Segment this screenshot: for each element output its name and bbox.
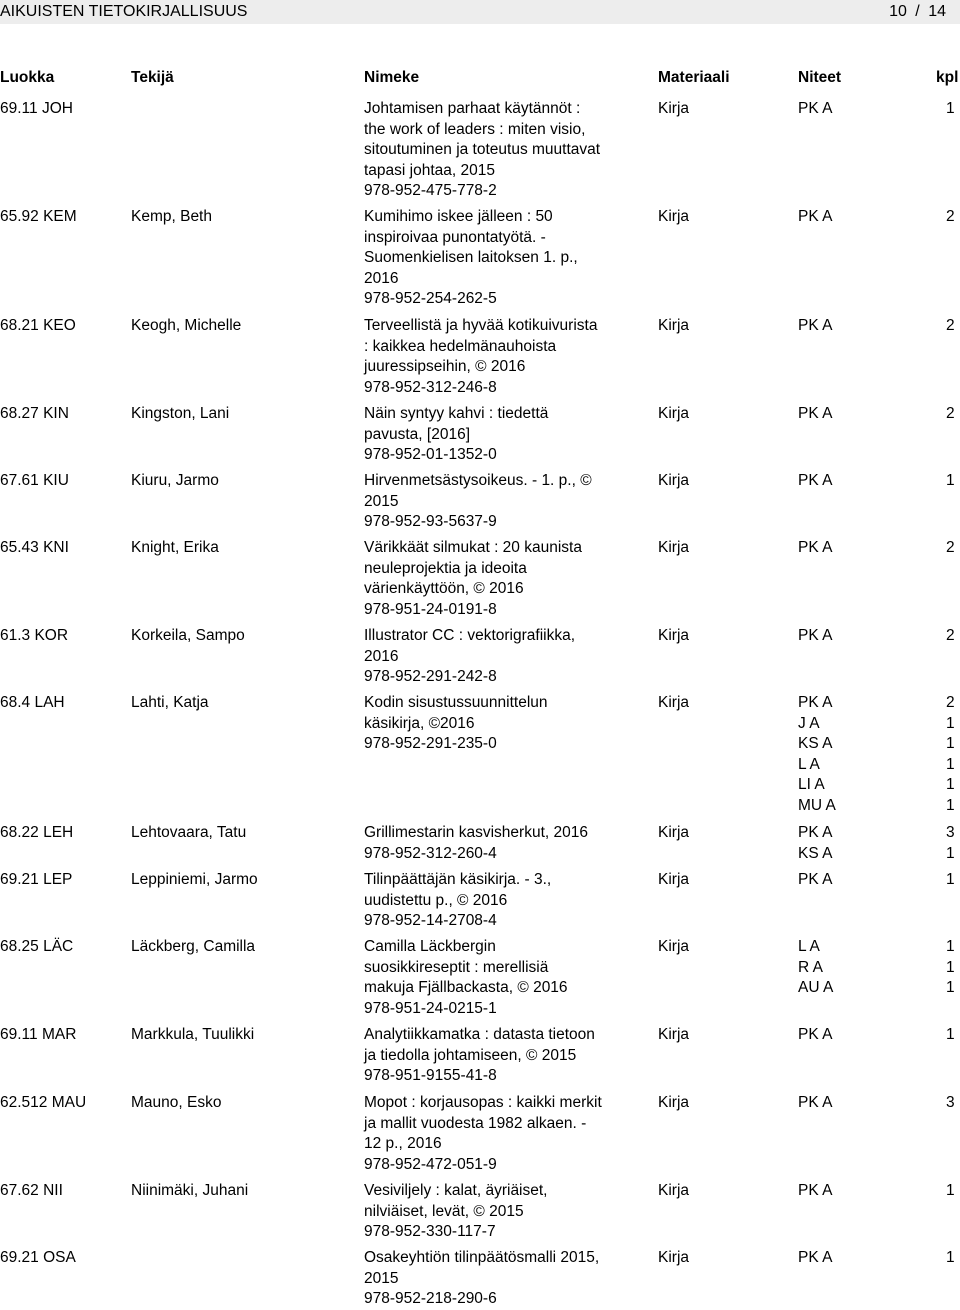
title-line: neuleprojektia ja ideoita — [364, 559, 527, 577]
location-line: PK A — [798, 694, 833, 711]
author-cell: Markkula, Tuulikki — [131, 1026, 255, 1043]
column-header-notes: Niteet — [798, 69, 842, 86]
title-line: käsikirja, ©2016 — [364, 714, 475, 732]
location-line: PK A — [798, 824, 833, 841]
count-line: 1 — [946, 938, 955, 955]
location-line: PK A — [798, 405, 833, 422]
title-line: värienkäyttöön, © 2016 — [364, 580, 524, 597]
count-line: 2 — [946, 405, 955, 422]
material-cell: Kirja — [658, 1026, 690, 1043]
notes-cell — [798, 937, 833, 999]
count-cell — [946, 823, 955, 864]
material-cell: Kirja — [658, 1094, 690, 1111]
title-line: 978-952-14-2708-4 — [364, 912, 497, 929]
title-cell — [364, 1025, 626, 1087]
class-cell: 68.22 LEH — [0, 824, 74, 841]
count-line: 2 — [946, 317, 955, 334]
title-line: 978-952-01-1352-0 — [364, 446, 497, 463]
count-cell — [946, 1093, 955, 1114]
count-cell — [946, 870, 955, 891]
author-cell: Kiuru, Jarmo — [131, 472, 219, 489]
notes-cell — [798, 1093, 832, 1114]
class-cell: 69.21 OSA — [0, 1249, 76, 1266]
location-line: PK A — [798, 1182, 833, 1199]
title-cell — [364, 207, 626, 310]
title-line: Kumihimo iskee jälleen : 50 — [364, 208, 553, 225]
title-line: Johtamisen parhaat käytännöt : — [364, 100, 581, 117]
title-line: makuja Fjällbackasta, © 2016 — [364, 979, 568, 996]
notes-cell — [798, 1248, 832, 1269]
title-line: 978-952-218-290-6 — [364, 1290, 497, 1307]
author-cell: Kingston, Lani — [131, 405, 230, 422]
location-line: PK A — [798, 100, 833, 117]
location-line: R A — [798, 958, 823, 976]
page-number: 10 / 14 — [889, 3, 946, 20]
location-line: PK A — [798, 472, 833, 489]
column-header-title: Nimeke — [364, 69, 420, 86]
class-cell: 62.512 MAU — [0, 1094, 87, 1111]
title-cell — [364, 471, 626, 533]
count-line: 1 — [946, 796, 955, 814]
title-line: 978-952-254-262-5 — [364, 290, 497, 307]
column-header-material: Materiaali — [658, 69, 730, 86]
title-line: 978-952-291-242-8 — [364, 668, 497, 685]
author-cell: Keogh, Michelle — [131, 317, 242, 334]
count-line: 1 — [946, 755, 955, 773]
location-line: J A — [798, 714, 820, 732]
material-cell: Kirja — [658, 938, 690, 955]
material-cell: Kirja — [658, 539, 690, 556]
title-cell — [364, 316, 626, 398]
title-line: 2015 — [364, 492, 399, 510]
title-line: inspiroivaa punontatyötä. - — [364, 228, 546, 246]
notes-cell — [798, 626, 832, 647]
count-cell — [946, 1181, 955, 1202]
count-line: 2 — [946, 694, 955, 711]
count-line: 1 — [946, 871, 955, 888]
column-header-count: kpl — [936, 69, 959, 86]
title-line: sitoutuminen ja toteutus muuttavat — [364, 141, 601, 158]
title-line: 978-951-24-0215-1 — [364, 999, 497, 1017]
notes-cell — [798, 870, 832, 891]
title-cell — [364, 1248, 626, 1310]
location-line: PK A — [798, 871, 833, 888]
title-cell — [364, 693, 626, 755]
location-line: PK A — [798, 539, 833, 556]
location-line: PK A — [798, 1249, 833, 1266]
count-line: 1 — [946, 979, 955, 996]
count-line: 1 — [946, 472, 955, 489]
title-line: Grillimestarin kasvisherkut, 2016 — [364, 824, 588, 841]
author-cell: Läckberg, Camilla — [131, 938, 256, 955]
count-cell — [946, 626, 955, 647]
count-line: 1 — [946, 776, 955, 793]
title-cell — [364, 99, 626, 202]
title-line: 978-951-9155-41-8 — [364, 1067, 497, 1084]
count-cell — [946, 1248, 955, 1269]
notes-cell — [798, 404, 832, 425]
count-line: 1 — [946, 1026, 955, 1043]
class-cell: 68.4 LAH — [0, 694, 65, 711]
title-cell — [364, 626, 626, 688]
count-cell — [946, 316, 955, 337]
author-cell: Lahti, Katja — [131, 694, 209, 711]
count-cell — [946, 404, 955, 425]
count-line: 2 — [946, 627, 955, 644]
class-cell: 61.3 KOR — [0, 627, 69, 644]
material-cell: Kirja — [658, 1249, 690, 1266]
title-line: Suomenkielisen laitoksen 1. p., — [364, 249, 578, 266]
title-cell — [364, 937, 626, 1019]
title-line: 978-952-93-5637-9 — [364, 513, 497, 530]
author-cell: Korkeila, Sampo — [131, 627, 245, 644]
location-line: L A — [798, 755, 820, 773]
author-cell: Mauno, Esko — [131, 1094, 222, 1111]
material-cell: Kirja — [658, 871, 690, 888]
title-line: Terveellistä ja hyvää kotikuivurista — [364, 317, 598, 334]
location-line: PK A — [798, 317, 833, 334]
material-cell: Kirja — [658, 317, 690, 334]
title-cell — [364, 538, 626, 620]
notes-cell — [798, 99, 832, 120]
material-cell: Kirja — [658, 627, 690, 644]
material-cell: Kirja — [658, 100, 690, 117]
title-line: 978-952-312-246-8 — [364, 378, 497, 396]
location-line: KS A — [798, 735, 833, 752]
material-cell: Kirja — [658, 405, 690, 422]
column-header-class: Luokka — [0, 69, 55, 86]
location-line: PK A — [798, 208, 833, 225]
material-cell: Kirja — [658, 472, 690, 489]
title-line: Illustrator CC : vektorigrafiikka, — [364, 627, 576, 644]
title-line: 2016 — [364, 647, 399, 665]
title-line: Vesiviljely : kalat, äyriäiset, — [364, 1182, 548, 1199]
notes-cell — [798, 207, 832, 228]
count-line: 3 — [946, 824, 955, 841]
column-header-author: Tekijä — [131, 69, 174, 86]
title-line: 978-951-24-0191-8 — [364, 600, 497, 618]
author-cell: Lehtovaara, Tatu — [131, 824, 247, 841]
count-cell — [946, 538, 955, 559]
title-line: nilviäiset, levät, © 2015 — [364, 1202, 524, 1220]
title-line: 12 p., 2016 — [364, 1135, 442, 1152]
title-line: Camilla Läckbergin — [364, 938, 496, 955]
notes-cell — [798, 1181, 832, 1202]
location-line: KS A — [798, 844, 833, 862]
class-cell: 67.62 NII — [0, 1182, 63, 1199]
location-line: AU A — [798, 979, 834, 996]
notes-cell — [798, 823, 832, 864]
title-line: 978-952-472-051-9 — [364, 1155, 497, 1173]
count-cell — [946, 1025, 955, 1046]
count-line: 1 — [946, 844, 955, 862]
title-line: Analytiikkamatka : datasta tietoon — [364, 1026, 595, 1043]
count-line: 1 — [946, 1182, 955, 1199]
title-line: Hirvenmetsästysoikeus. - 1. p., © — [364, 472, 592, 489]
author-cell: Kemp, Beth — [131, 208, 212, 225]
material-cell: Kirja — [658, 694, 690, 711]
count-line: 2 — [946, 208, 955, 225]
title-line: ja mallit vuodesta 1982 alkaen. - — [364, 1114, 587, 1132]
title-line: 2016 — [364, 269, 399, 287]
count-line: 1 — [946, 958, 955, 976]
notes-cell — [798, 316, 832, 337]
count-line: 2 — [946, 539, 955, 556]
title-line: 978-952-312-260-4 — [364, 844, 497, 862]
title-line: juuressipseihin, © 2016 — [364, 358, 526, 375]
class-cell: 65.43 KNI — [0, 539, 69, 556]
count-line: 1 — [946, 714, 955, 732]
location-line: PK A — [798, 1094, 833, 1111]
class-cell: 68.27 KIN — [0, 405, 69, 422]
material-cell: Kirja — [658, 824, 690, 841]
title-line: 978-952-291-235-0 — [364, 735, 497, 752]
notes-cell — [798, 538, 832, 559]
count-cell — [946, 471, 955, 492]
title-line: suosikkireseptit : merellisiä — [364, 958, 549, 976]
count-line: 3 — [946, 1094, 955, 1111]
class-cell: 69.11 JOH — [0, 100, 73, 117]
count-cell — [946, 207, 955, 228]
material-cell: Kirja — [658, 208, 690, 225]
count-cell — [946, 99, 955, 120]
material-cell: Kirja — [658, 1182, 690, 1199]
title-line: Tilinpäättäjän käsikirja. - 3., — [364, 871, 552, 888]
notes-cell — [798, 1025, 832, 1046]
author-cell: Leppiniemi, Jarmo — [131, 871, 258, 888]
count-cell — [946, 693, 955, 816]
title-line: Kodin sisustussuunnittelun — [364, 694, 548, 711]
notes-cell — [798, 693, 836, 816]
title-cell — [364, 1181, 626, 1243]
count-line: 1 — [946, 1249, 955, 1266]
title-line: uudistettu p., © 2016 — [364, 891, 508, 909]
class-cell: 69.11 MAR — [0, 1026, 77, 1043]
location-line: PK A — [798, 1026, 833, 1043]
title-line: Näin syntyy kahvi : tiedettä — [364, 405, 549, 422]
page-header — [0, 0, 960, 24]
count-line: 1 — [946, 735, 955, 752]
title-line: 978-952-330-117-7 — [364, 1223, 496, 1240]
class-cell: 69.21 LEP — [0, 871, 73, 888]
title-line: Osakeyhtiön tilinpäätösmalli 2015, — [364, 1249, 600, 1266]
author-cell: Niinimäki, Juhani — [131, 1182, 249, 1199]
document-title: AIKUISTEN TIETOKIRJALLISUUS — [0, 3, 248, 20]
location-line: MU A — [798, 796, 836, 814]
title-line: pavusta, [2016] — [364, 425, 470, 443]
notes-cell — [798, 471, 832, 492]
title-line: Värikkäät silmukat : 20 kaunista — [364, 539, 582, 556]
title-cell — [364, 404, 626, 466]
title-cell — [364, 1093, 626, 1175]
class-cell: 67.61 KIU — [0, 472, 69, 489]
title-cell — [364, 823, 626, 864]
title-line: tapasi johtaa, 2015 — [364, 161, 495, 179]
title-line: 2015 — [364, 1269, 399, 1287]
title-line: 978-952-475-778-2 — [364, 182, 497, 199]
class-cell: 68.25 LÄC — [0, 938, 74, 955]
location-line: LI A — [798, 776, 825, 793]
location-line: PK A — [798, 627, 833, 644]
author-cell: Knight, Erika — [131, 539, 219, 556]
class-cell: 65.92 KEM — [0, 208, 77, 225]
location-line: L A — [798, 938, 820, 955]
title-cell — [364, 870, 626, 932]
count-line: 1 — [946, 100, 955, 117]
title-line: : kaikkea hedelmänauhoista — [364, 337, 557, 355]
class-cell: 68.21 KEO — [0, 317, 76, 334]
title-line: ja tiedolla johtamiseen, © 2015 — [364, 1046, 577, 1064]
count-cell — [946, 937, 955, 999]
title-line: the work of leaders : miten visio, — [364, 120, 586, 138]
title-line: Mopot : korjausopas : kaikki merkit — [364, 1094, 602, 1111]
